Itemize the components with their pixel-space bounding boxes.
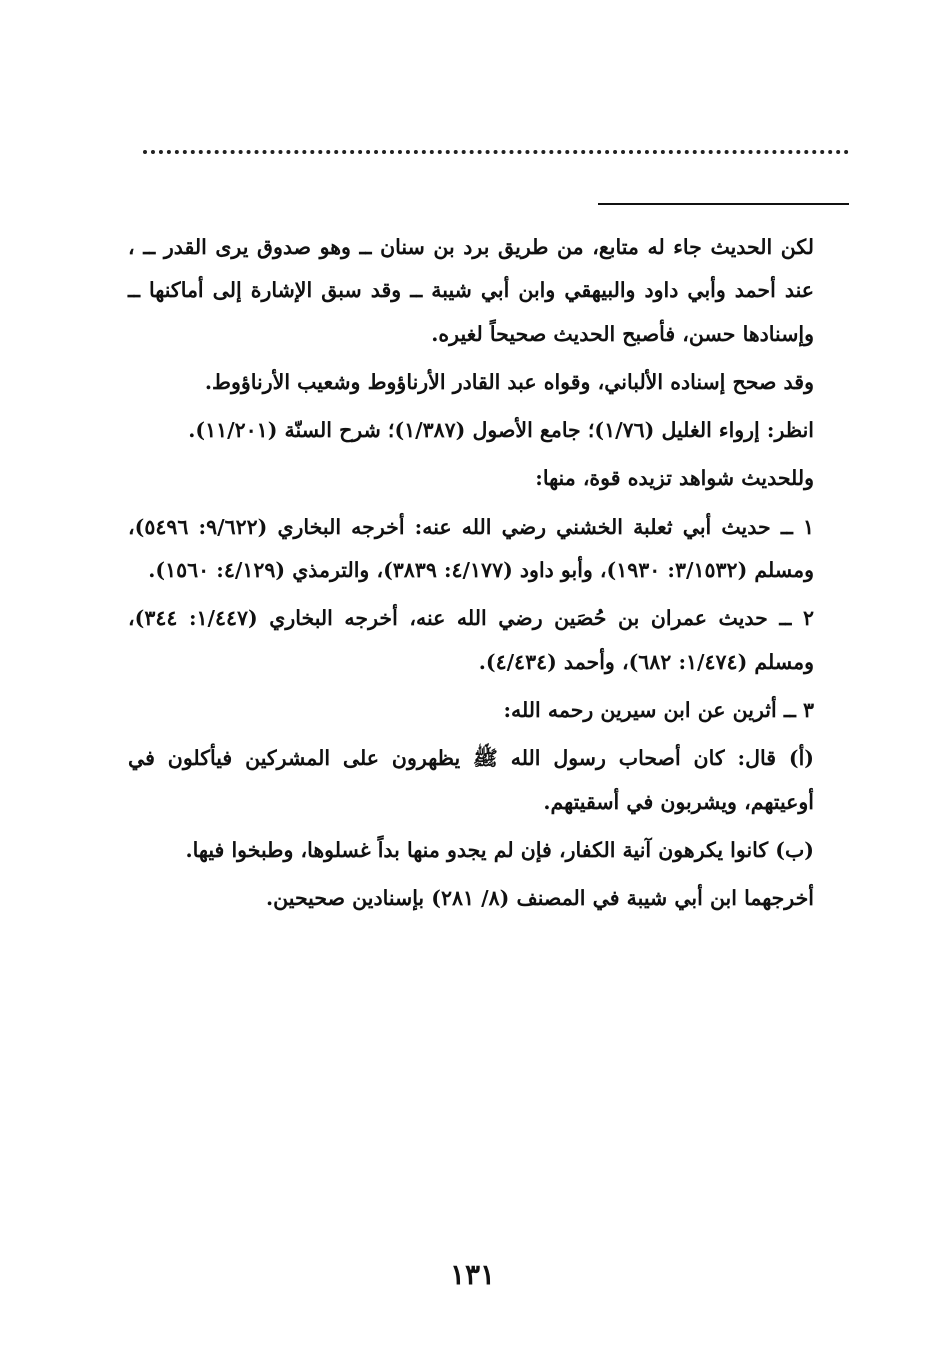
footnote-text bbox=[128, 226, 850, 925]
footnote-paragraph: ١ ــ حديث أبي ثعلبة الخشني رضي الله عنه: أخرجه البخاري (٩/٦٢٢: ٥٤٩٦)، ومسلم (٣/١٥٣٢: ١٩٣٠)، وأبو داود (٤/١٧٧: ٣٨٣٩)، والترمذي (٤/١٢٩: ١٥٦٠). bbox=[128, 514, 814, 583]
footnote-paragraph: أخرجهما ابن أبي شيبة في المصنف (٨/ ٢٨١) بإسنادين صحيحين. bbox=[266, 886, 814, 911]
footnote-paragraph: (ب) كانوا يكرهون آنية الكفار، فإن لم يجدو منها بداً غسلوها، وطبخوا فيها. bbox=[185, 837, 814, 862]
footnote-paragraph: ٣ ــ أثرين عن ابن سيرين رحمه الله: bbox=[503, 697, 814, 722]
footnote-paragraph: لكن الحديث جاء له متابع، من طريق برد بن سنان ــ وهو صدوق يرى القدر ــ ، عند أحمد وأبي داود والبيهقي وابن أبي شيبة ــ وقد سبق الإشارة إلى أماكنها ــ وإسنادها حسن، فأصبح الحديث صحيحاً لغيره. bbox=[128, 235, 814, 346]
footnote-paragraph: وقد صحح إسناده الألباني، وقواه عبد القادر الأرناؤوط وشعيب الأرناؤوط. bbox=[204, 369, 814, 394]
footnote-paragraph: ٢ ــ حديث عمران بن حُصَين رضي الله عنه، أخرجه البخاري (١/٤٤٧: ٣٤٤)، ومسلم (١/٤٧٤: ٦٨٢)، وأحمد (٤/٤٣٤). bbox=[128, 606, 814, 674]
page-number: ١٣١ bbox=[449, 1258, 496, 1291]
footnote-paragraph: انظر: إرواء الغليل (١/٧٦)؛ جامع الأصول (١/٣٨٧)؛ شرح السنّة (١١/٢٠١). bbox=[188, 418, 814, 443]
footnote-paragraph: (أ) قال: كان أصحاب رسول الله ﷺ يظهرون على المشركين فيأكلون في أوعيتهم، ويشربون في أسقيتهم. bbox=[128, 746, 814, 814]
dotted-separator bbox=[143, 150, 849, 154]
footnote-paragraph: وللحديث شواهد تزيده قوة، منها: bbox=[535, 466, 814, 491]
footnote-rule bbox=[598, 203, 849, 205]
